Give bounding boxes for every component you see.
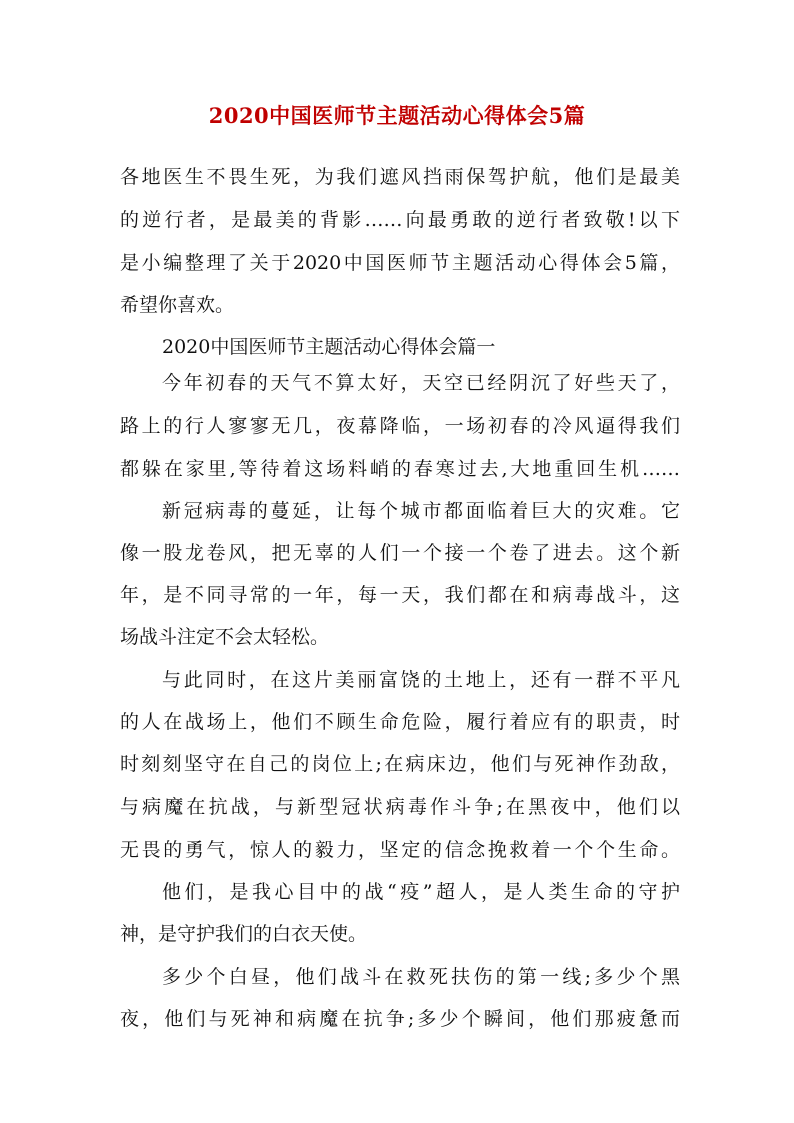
paragraph-line: 场战斗注定不会太轻松。 [120, 626, 330, 648]
paragraph-line: 都躲在家里,等待着这场料峭的春寒过去,大地重回生机…… [120, 458, 680, 480]
paragraph-line: 时刻刻坚守在自己的岗位上;在病床边，他们与死神作劲敌， [120, 753, 680, 775]
paragraph-line: 夜，他们与死神和病魔在抗争;多少个瞬间，他们那疲惫而 [120, 1008, 680, 1030]
paragraph-line: 无畏的勇气，惊人的毅力，坚定的信念挽救着一个个生命。 [120, 839, 680, 861]
document-title: 2020中国医师节主题活动心得体会5篇 [208, 103, 586, 128]
paragraph-line: 神，是守护我们的白衣天使。 [120, 923, 368, 945]
paragraph-line: 多少个白昼，他们战斗在救死扶伤的第一线;多少个黑 [162, 966, 680, 988]
paragraph-line: 路上的行人寥寥无几，夜幕降临，一场初春的冷风逼得我们 [120, 415, 680, 437]
paragraph-line: 他们，是我心目中的战“疫”超人，是人类生命的守护 [162, 881, 680, 903]
paragraph-line: 希望你喜欢。 [120, 294, 235, 316]
paragraph-line: 新冠病毒的蔓延，让每个城市都面临着巨大的灾难。它 [162, 500, 680, 522]
paragraph-line: 与此同时，在这片美丽富饶的土地上，还有一群不平凡 [162, 669, 680, 691]
section-heading: 2020中国医师节主题活动心得体会篇一 [162, 336, 496, 358]
paragraph-line: 年，是不同寻常的一年，每一天，我们都在和病毒战斗，这 [120, 584, 680, 606]
paragraph-line: 的逆行者，是最美的背影……向最勇敢的逆行者致敬!以下 [120, 209, 680, 231]
paragraph-line: 各地医生不畏生死，为我们遮风挡雨保驾护航，他们是最美 [120, 166, 680, 188]
paragraph-line: 是小编整理了关于2020中国医师节主题活动心得体会5篇， [120, 252, 680, 274]
paragraph-line: 的人在战场上，他们不顾生命危险，履行着应有的职责，时 [120, 711, 680, 733]
paragraph-line: 与病魔在抗战，与新型冠状病毒作斗争;在黑夜中，他们以 [120, 796, 680, 818]
paragraph-line: 像一股龙卷风，把无辜的人们一个接一个卷了进去。这个新 [120, 542, 680, 564]
paragraph-line: 今年初春的天气不算太好，天空已经阴沉了好些天了， [162, 372, 680, 394]
